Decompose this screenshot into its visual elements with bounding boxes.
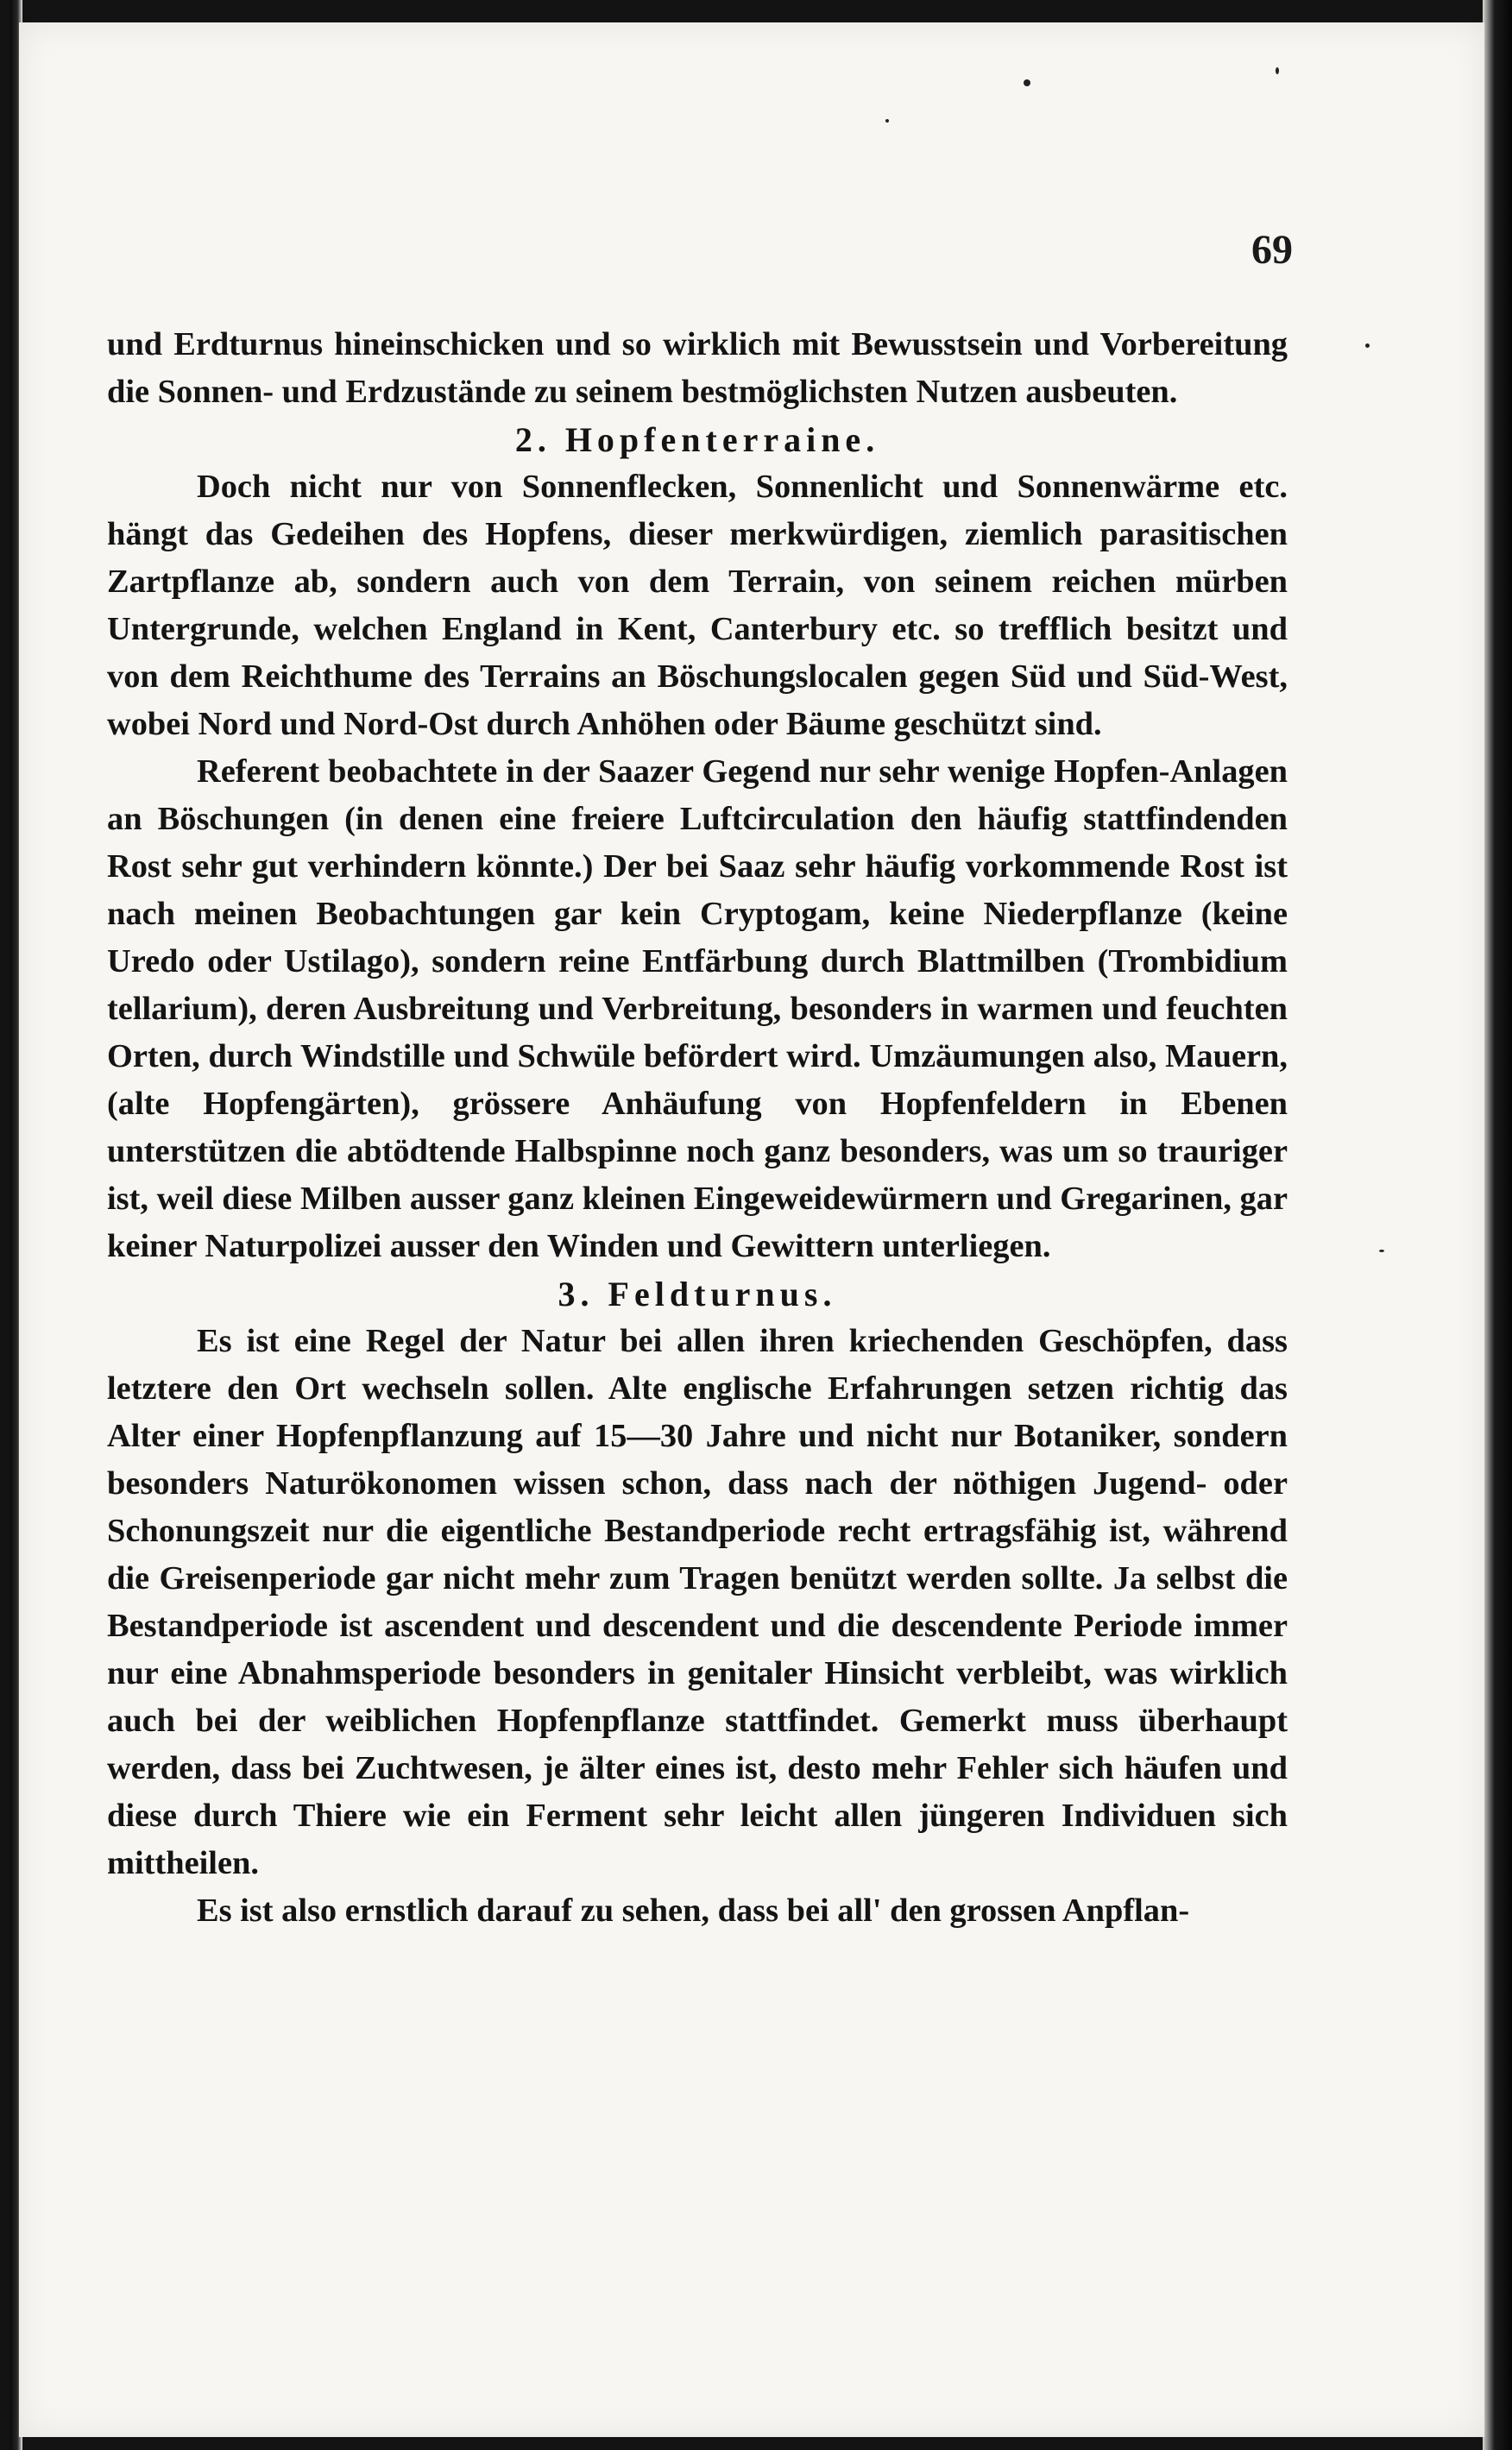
scan-speck	[1379, 1250, 1384, 1252]
paragraph: Referent beobachtete in der Saazer Gegend nur sehr wenige Hopfen-Anlagen an Böschungen (in denen eine freiere Luftcirculation den häufig stattfindenden Rost sehr gut verhindern könnte.) Der bei Saaz sehr häufig vorkommende Rost ist nach meinen Beobachtungen gar kein Cryptogam, keine Niederpflanze (keine Uredo oder Ustilago), sondern reine Entfärbung durch Blattmilben (Trombidium tellarium), deren Ausbreitung und Verbreitung, besonders in warmen und feuchten Orten, durch Windstille und Schwüle befördert wird. Umzäumungen also, Mauern, (alte Hopfengärten), grössere Anhäufung von Hopfenfeldern in Ebenen unterstützen die abtödtende Halbspinne noch ganz besonders, was um so trauriger ist, weil diese Milben ausser ganz kleinen Eingeweidewürmern und Gregarinen, gar keiner Naturpolizei ausser den Winden und Gewittern unterliegen.	[107, 753, 1288, 1264]
scan-speck	[1024, 79, 1030, 86]
scan-speck	[1276, 67, 1279, 74]
section-heading-feldturnus: 3. Feldturnus.	[558, 1275, 837, 1313]
paragraph-continuation: und Erdturnus hineinschicken und so wirklich mit Bewusstsein und Vorbereitung die Sonnen- und Erdzustände zu seinem bestmöglichsten Nutzen ausbeuten.	[107, 326, 1288, 410]
scan-speck	[885, 119, 889, 123]
paragraph: Es ist eine Regel der Natur bei allen ihren kriechenden Geschöpfen, dass letztere den Ort wechseln sollen. Alte englische Erfahrungen setzen richtig das Alter einer Hopfenpflanzung auf 15—30 Jahre und nicht nur Botaniker, sondern besonders Naturökonomen wissen schon, dass nach der nöthigen Jugend- oder Schonungszeit nur die eigentliche Bestandperiode recht ertragsfähig ist, während die Greisenperiode gar nicht mehr zum Tragen benützt werden sollte. Ja selbst die Bestandperiode ist ascendent und descendent und die descendente Periode immer nur eine Abnahmsperiode besonders in genitaler Hinsicht verbleibt, was wirklich auch bei der weiblichen Hopfenpflanze stattfindet. Gemerkt muss überhaupt werden, dass bei Zuchtwesen, je älter eines ist, desto mehr Fehler sich häufen und diese durch Thiere wie ein Ferment sehr leicht allen jüngeren Individuen sich mittheilen.	[107, 1323, 1288, 1881]
paragraph: Doch nicht nur von Sonnenflecken, Sonnenlicht und Sonnenwärme etc. hängt das Gedeihen des Hopfens, dieser merkwürdigen, ziemlich parasitischen Zartpflanze ab, sondern auch von dem Terrain, von seinem reichen mürben Untergrunde, welchen England in Kent, Canterbury etc. so trefflich besitzt und von dem Reichthume des Terrains an Böschungslocalen gegen Süd und Süd-West, wobei Nord und Nord-Ost durch Anhöhen oder Bäume geschützt sind.	[107, 469, 1288, 742]
scan-speck	[1365, 343, 1370, 348]
page-number: 69	[1251, 227, 1293, 273]
paragraph: Es ist also ernstlich darauf zu sehen, dass bei all' den grossen Anpflan-	[197, 1893, 1190, 1929]
section-heading-hopfenterraine: 2. Hopfenterraine.	[514, 420, 880, 459]
scan-right-edge	[1483, 0, 1512, 2450]
page-body	[107, 321, 1288, 1935]
